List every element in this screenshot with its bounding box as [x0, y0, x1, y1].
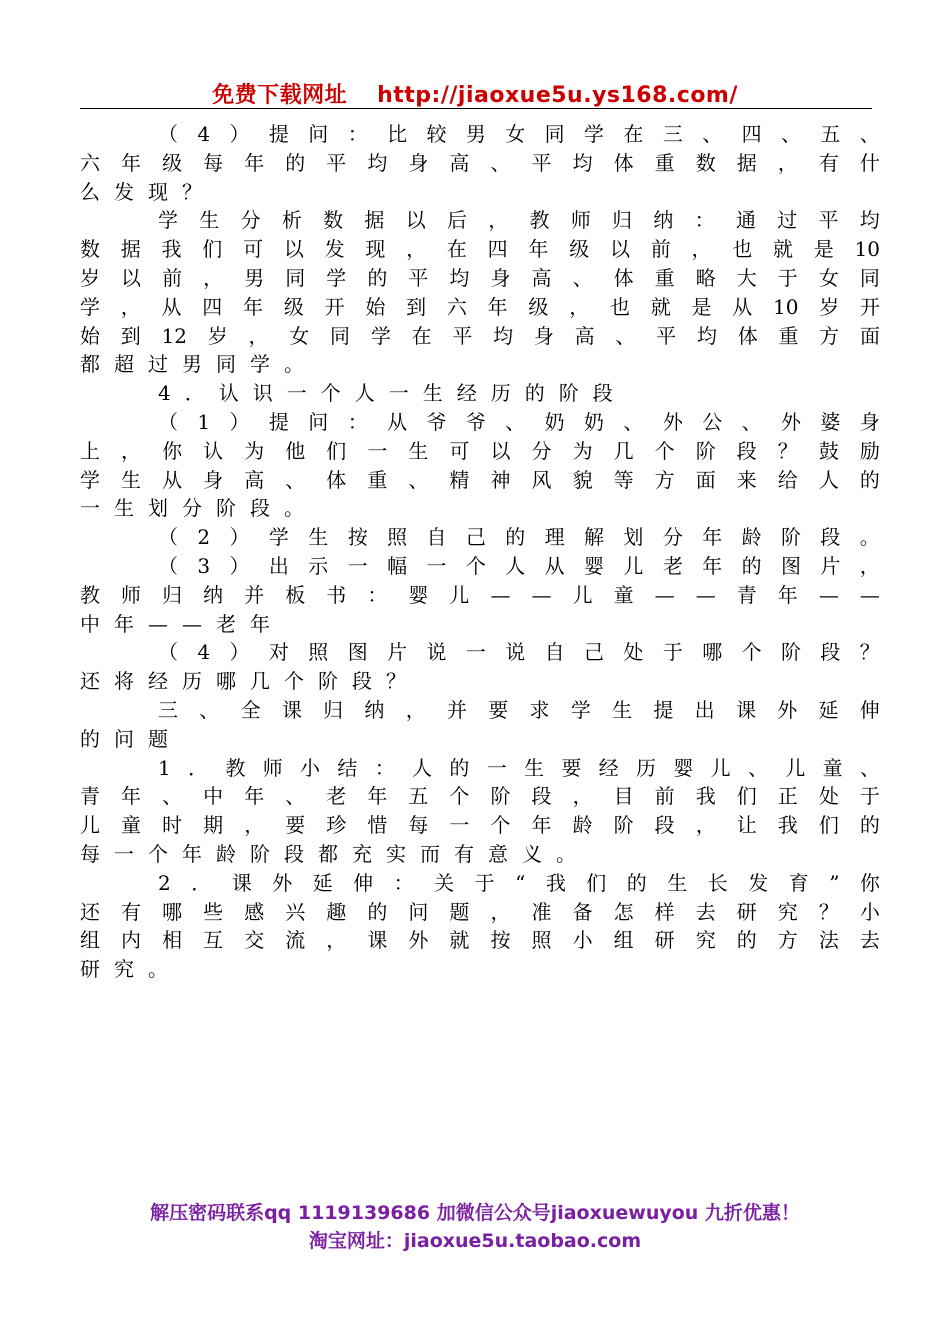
text-line: （ 4 ） 对 照 图 片 说 一 说 自 己 处 于 哪 个 阶 段 ？ [158, 640, 880, 665]
text-line: 1 ． 教 师 小 结 ： 人 的 一 生 要 经 历 婴 儿 、 儿 童 、 [158, 755, 880, 780]
text-line: 青 年 、 中 年 、 老 年 五 个 阶 段 ， 目 前 我 们 正 处 于 [80, 784, 880, 809]
text-line: 还 有 哪 些 感 兴 趣 的 问 题 ， 准 备 怎 样 去 研 究 ？ 小 [80, 899, 880, 924]
header-url-link[interactable]: http://jiaoxue5u.ys168.com/ [377, 83, 738, 108]
text-line: 么发现？ [80, 179, 216, 204]
text-line: 学 生 从 身 高 、 体 重 、 精 神 风 貌 等 方 面 来 给 人 的 [80, 467, 880, 492]
text-line: 组 内 相 互 交 流 ， 课 外 就 按 照 小 组 研 究 的 方 法 去 [80, 928, 880, 953]
header-label: 免费下载网址 [212, 83, 348, 108]
text-line: 2 ． 课 外 延 伸 ： 关 于 “ 我 们 的 生 长 发 育 ” 你 [158, 870, 880, 895]
text-line: 三 、 全 课 归 纳 ， 并 要 求 学 生 提 出 课 外 延 伸 [158, 697, 880, 722]
text-line: 研究。 [80, 957, 182, 982]
footer-shop-link[interactable]: 淘宝网址：jiaoxue5u.taobao.com [308, 1230, 642, 1252]
text-line: 每一个年龄阶段都充实而有意义。 [80, 841, 590, 866]
text-line: 的问题 [80, 726, 182, 751]
text-line: 学 ， 从 四 年 级 开 始 到 六 年 级 ， 也 就 是 从 10 岁 开 [80, 294, 880, 319]
text-line: 学 生 分 析 数 据 以 后 ， 教 师 归 纳 ： 通 过 平 均 [158, 208, 880, 233]
header-banner [0, 78, 950, 109]
text-line: 上 ， 你 认 为 他 们 一 生 可 以 分 为 几 个 阶 段 ？ 鼓 励 [80, 438, 880, 463]
text-line: 都超过男同学。 [80, 352, 318, 377]
text-line: 4．认识一个人一生经历的阶段 [158, 381, 627, 406]
document-body [80, 120, 880, 984]
text-line: （ 3 ） 出 示 一 幅 一 个 人 从 婴 儿 老 年 的 图 片 ， [158, 553, 880, 578]
header-divider [80, 108, 872, 109]
text-line: 六 年 级 每 年 的 平 均 身 高 、 平 均 体 重 数 据 ， 有 什 [80, 150, 880, 175]
text-line: 数 据 我 们 可 以 发 现 ， 在 四 年 级 以 前 ， 也 就 是 10 [80, 237, 880, 262]
text-line: 儿 童 时 期 ， 要 珍 惜 每 一 个 年 龄 阶 段 ， 让 我 们 的 [80, 813, 880, 838]
text-line: 岁 以 前 ， 男 同 学 的 平 均 身 高 、 体 重 略 大 于 女 同 [80, 265, 880, 290]
text-line: 一生划分阶段。 [80, 496, 318, 521]
text-line: （ 1 ） 提 问 ： 从 爷 爷 、 奶 奶 、 外 公 、 外 婆 身 [158, 409, 880, 434]
text-line: （ 4 ） 提 问 ： 比 较 男 女 同 学 在 三 、 四 、 五 、 [158, 122, 880, 146]
text-line: 中年——老年 [80, 611, 284, 636]
footer-contact: 解压密码联系qq 1119139686 加微信公众号jiaoxuewuyou 九折优惠！ [150, 1202, 800, 1224]
text-line: 还将经历哪几个阶段？ [80, 669, 420, 694]
text-line: 教 师 归 纳 并 板 书 ： 婴 儿 — — 儿 童 — — 青 年 — — [80, 582, 880, 607]
text-line: （ 2 ） 学 生 按 照 自 己 的 理 解 划 分 年 龄 阶 段 。 [158, 525, 880, 550]
text-line: 始 到 12 岁 ， 女 同 学 在 平 均 身 高 、 平 均 体 重 方 面 [80, 323, 880, 348]
